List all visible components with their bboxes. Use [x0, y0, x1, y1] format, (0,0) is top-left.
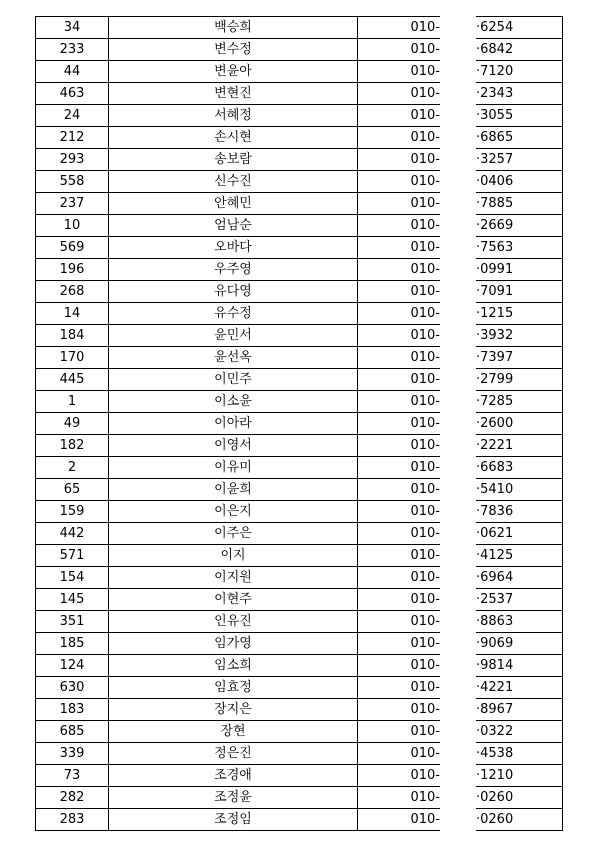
table-row [36, 303, 563, 325]
phone-prefix-cell: 010- [358, 127, 441, 149]
table-row [36, 523, 563, 545]
row-number-cell: 73 [36, 765, 109, 787]
redacted-phone-gap [440, 237, 476, 259]
table-row [36, 391, 563, 413]
phone-suffix-cell: ·2343 [476, 83, 563, 105]
table-row [36, 765, 563, 787]
redacted-phone-gap [440, 127, 476, 149]
phone-prefix-cell: 010- [358, 413, 441, 435]
name-cell: 이현주 [109, 589, 358, 611]
phone-suffix-cell: ·4538 [476, 743, 563, 765]
phone-prefix-cell: 010- [358, 523, 441, 545]
redacted-phone-gap [440, 545, 476, 567]
table-row [36, 743, 563, 765]
phone-prefix-cell: 010- [358, 743, 441, 765]
name-cell: 이지원 [109, 567, 358, 589]
phone-suffix-cell: ·2669 [476, 215, 563, 237]
phone-prefix-cell: 010- [358, 721, 441, 743]
table-row [36, 281, 563, 303]
name-cell: 우주영 [109, 259, 358, 281]
phone-prefix-cell: 010- [358, 303, 441, 325]
name-cell: 변수정 [109, 39, 358, 61]
phone-suffix-cell: ·0406 [476, 171, 563, 193]
name-cell: 장현 [109, 721, 358, 743]
redacted-phone-gap [440, 721, 476, 743]
phone-suffix-cell: ·7836 [476, 501, 563, 523]
phone-prefix-cell: 010- [358, 215, 441, 237]
name-cell: 안혜민 [109, 193, 358, 215]
table-row [36, 61, 563, 83]
name-cell: 신수진 [109, 171, 358, 193]
phone-prefix-cell: 010- [358, 325, 441, 347]
table-row [36, 369, 563, 391]
name-cell: 이영서 [109, 435, 358, 457]
name-cell: 임소희 [109, 655, 358, 677]
redacted-phone-gap [440, 17, 476, 39]
redacted-phone-gap [440, 281, 476, 303]
row-number-cell: 1 [36, 391, 109, 413]
row-number-cell: 159 [36, 501, 109, 523]
row-number-cell: 351 [36, 611, 109, 633]
phone-prefix-cell: 010- [358, 83, 441, 105]
phone-prefix-cell: 010- [358, 677, 441, 699]
phone-suffix-cell: ·4125 [476, 545, 563, 567]
phone-suffix-cell: ·0260 [476, 809, 563, 831]
row-number-cell: 2 [36, 457, 109, 479]
table-row [36, 457, 563, 479]
phone-suffix-cell: ·0322 [476, 721, 563, 743]
row-number-cell: 685 [36, 721, 109, 743]
phone-prefix-cell: 010- [358, 149, 441, 171]
row-number-cell: 571 [36, 545, 109, 567]
redacted-phone-gap [440, 765, 476, 787]
phone-suffix-cell: ·7285 [476, 391, 563, 413]
row-number-cell: 185 [36, 633, 109, 655]
phone-prefix-cell: 010- [358, 171, 441, 193]
table-row [36, 347, 563, 369]
phone-suffix-cell: ·2600 [476, 413, 563, 435]
row-number-cell: 233 [36, 39, 109, 61]
row-number-cell: 49 [36, 413, 109, 435]
phone-suffix-cell: ·8863 [476, 611, 563, 633]
table-row [36, 83, 563, 105]
phone-prefix-cell: 010- [358, 633, 441, 655]
phone-prefix-cell: 010- [358, 567, 441, 589]
name-cell: 이지 [109, 545, 358, 567]
name-cell: 유다영 [109, 281, 358, 303]
redacted-phone-gap [440, 105, 476, 127]
redacted-phone-gap [440, 39, 476, 61]
phone-suffix-cell: ·7120 [476, 61, 563, 83]
redacted-phone-gap [440, 347, 476, 369]
phone-suffix-cell: ·6842 [476, 39, 563, 61]
name-cell: 조정임 [109, 809, 358, 831]
row-number-cell: 34 [36, 17, 109, 39]
redacted-phone-gap [440, 325, 476, 347]
row-number-cell: 184 [36, 325, 109, 347]
table-row [36, 39, 563, 61]
phone-prefix-cell: 010- [358, 457, 441, 479]
name-cell: 송보람 [109, 149, 358, 171]
phone-suffix-cell: ·7885 [476, 193, 563, 215]
table-row [36, 127, 563, 149]
row-number-cell: 282 [36, 787, 109, 809]
name-cell: 변윤아 [109, 61, 358, 83]
row-number-cell: 170 [36, 347, 109, 369]
table-row [36, 699, 563, 721]
name-cell: 이은지 [109, 501, 358, 523]
row-number-cell: 182 [36, 435, 109, 457]
redacted-phone-gap [440, 369, 476, 391]
table-row [36, 809, 563, 831]
table-row [36, 655, 563, 677]
phone-prefix-cell: 010- [358, 61, 441, 83]
phone-suffix-cell: ·5410 [476, 479, 563, 501]
table-row [36, 237, 563, 259]
roster-body [36, 17, 563, 831]
row-number-cell: 445 [36, 369, 109, 391]
row-number-cell: 10 [36, 215, 109, 237]
name-cell: 이아라 [109, 413, 358, 435]
phone-suffix-cell: ·0621 [476, 523, 563, 545]
row-number-cell: 124 [36, 655, 109, 677]
redacted-phone-gap [440, 391, 476, 413]
row-number-cell: 558 [36, 171, 109, 193]
row-number-cell: 569 [36, 237, 109, 259]
name-cell: 엄남순 [109, 215, 358, 237]
phone-suffix-cell: ·9069 [476, 633, 563, 655]
redacted-phone-gap [440, 413, 476, 435]
name-cell: 장지은 [109, 699, 358, 721]
name-cell: 임가영 [109, 633, 358, 655]
phone-suffix-cell: ·7563 [476, 237, 563, 259]
redacted-phone-gap [440, 171, 476, 193]
redacted-phone-gap [440, 435, 476, 457]
redacted-phone-gap [440, 809, 476, 831]
phone-suffix-cell: ·7091 [476, 281, 563, 303]
name-cell: 유수정 [109, 303, 358, 325]
phone-prefix-cell: 010- [358, 435, 441, 457]
phone-prefix-cell: 010- [358, 193, 441, 215]
table-row [36, 589, 563, 611]
row-number-cell: 14 [36, 303, 109, 325]
table-row [36, 259, 563, 281]
phone-suffix-cell: ·6964 [476, 567, 563, 589]
row-number-cell: 283 [36, 809, 109, 831]
row-number-cell: 183 [36, 699, 109, 721]
phone-prefix-cell: 010- [358, 501, 441, 523]
phone-suffix-cell: ·0260 [476, 787, 563, 809]
name-cell: 인유진 [109, 611, 358, 633]
name-cell: 이민주 [109, 369, 358, 391]
phone-suffix-cell: ·3055 [476, 105, 563, 127]
phone-prefix-cell: 010- [358, 655, 441, 677]
redacted-phone-gap [440, 259, 476, 281]
phone-prefix-cell: 010- [358, 787, 441, 809]
phone-prefix-cell: 010- [358, 369, 441, 391]
phone-prefix-cell: 010- [358, 809, 441, 831]
table-row [36, 787, 563, 809]
name-cell: 이소윤 [109, 391, 358, 413]
table-row [36, 721, 563, 743]
name-cell: 임효정 [109, 677, 358, 699]
phone-suffix-cell: ·2799 [476, 369, 563, 391]
table-row [36, 215, 563, 237]
table-row [36, 171, 563, 193]
phone-prefix-cell: 010- [358, 17, 441, 39]
phone-prefix-cell: 010- [358, 347, 441, 369]
phone-suffix-cell: ·6683 [476, 457, 563, 479]
name-cell: 변현진 [109, 83, 358, 105]
row-number-cell: 630 [36, 677, 109, 699]
table-row [36, 501, 563, 523]
phone-suffix-cell: ·9814 [476, 655, 563, 677]
redacted-phone-gap [440, 501, 476, 523]
table-row [36, 677, 563, 699]
table-row [36, 435, 563, 457]
table-row [36, 413, 563, 435]
name-cell: 윤민서 [109, 325, 358, 347]
row-number-cell: 44 [36, 61, 109, 83]
redacted-phone-gap [440, 523, 476, 545]
table-row [36, 479, 563, 501]
roster-table [35, 16, 563, 831]
redacted-phone-gap [440, 479, 476, 501]
phone-suffix-cell: ·0991 [476, 259, 563, 281]
row-number-cell: 339 [36, 743, 109, 765]
table-row [36, 545, 563, 567]
phone-suffix-cell: ·3257 [476, 149, 563, 171]
phone-suffix-cell: ·4221 [476, 677, 563, 699]
phone-suffix-cell: ·7397 [476, 347, 563, 369]
phone-prefix-cell: 010- [358, 237, 441, 259]
redacted-phone-gap [440, 677, 476, 699]
phone-suffix-cell: ·1215 [476, 303, 563, 325]
name-cell: 백승희 [109, 17, 358, 39]
table-row [36, 567, 563, 589]
phone-prefix-cell: 010- [358, 391, 441, 413]
name-cell: 이유미 [109, 457, 358, 479]
phone-suffix-cell: ·1210 [476, 765, 563, 787]
redacted-phone-gap [440, 743, 476, 765]
table-row [36, 193, 563, 215]
row-number-cell: 268 [36, 281, 109, 303]
phone-prefix-cell: 010- [358, 611, 441, 633]
redacted-phone-gap [440, 611, 476, 633]
name-cell: 윤선옥 [109, 347, 358, 369]
phone-prefix-cell: 010- [358, 699, 441, 721]
phone-prefix-cell: 010- [358, 479, 441, 501]
row-number-cell: 212 [36, 127, 109, 149]
redacted-phone-gap [440, 83, 476, 105]
name-cell: 이주은 [109, 523, 358, 545]
phone-prefix-cell: 010- [358, 259, 441, 281]
redacted-phone-gap [440, 699, 476, 721]
redacted-phone-gap [440, 303, 476, 325]
table-row [36, 105, 563, 127]
row-number-cell: 154 [36, 567, 109, 589]
phone-prefix-cell: 010- [358, 589, 441, 611]
redacted-phone-gap [440, 215, 476, 237]
row-number-cell: 237 [36, 193, 109, 215]
row-number-cell: 196 [36, 259, 109, 281]
phone-suffix-cell: ·3932 [476, 325, 563, 347]
name-cell: 정은진 [109, 743, 358, 765]
redacted-phone-gap [440, 655, 476, 677]
table-row [36, 633, 563, 655]
phone-suffix-cell: ·6254 [476, 17, 563, 39]
row-number-cell: 293 [36, 149, 109, 171]
name-cell: 오바다 [109, 237, 358, 259]
phone-prefix-cell: 010- [358, 281, 441, 303]
name-cell: 조경애 [109, 765, 358, 787]
name-cell: 손시현 [109, 127, 358, 149]
table-row [36, 325, 563, 347]
name-cell: 이윤희 [109, 479, 358, 501]
redacted-phone-gap [440, 149, 476, 171]
redacted-phone-gap [440, 193, 476, 215]
row-number-cell: 463 [36, 83, 109, 105]
row-number-cell: 65 [36, 479, 109, 501]
name-cell: 서혜정 [109, 105, 358, 127]
row-number-cell: 442 [36, 523, 109, 545]
phone-prefix-cell: 010- [358, 545, 441, 567]
table-row [36, 17, 563, 39]
phone-suffix-cell: ·8967 [476, 699, 563, 721]
redacted-phone-gap [440, 457, 476, 479]
row-number-cell: 145 [36, 589, 109, 611]
table-row [36, 149, 563, 171]
table-row [36, 611, 563, 633]
phone-suffix-cell: ·2221 [476, 435, 563, 457]
phone-prefix-cell: 010- [358, 39, 441, 61]
redacted-phone-gap [440, 567, 476, 589]
phone-prefix-cell: 010- [358, 765, 441, 787]
redacted-phone-gap [440, 633, 476, 655]
phone-suffix-cell: ·2537 [476, 589, 563, 611]
phone-prefix-cell: 010- [358, 105, 441, 127]
redacted-phone-gap [440, 589, 476, 611]
row-number-cell: 24 [36, 105, 109, 127]
phone-suffix-cell: ·6865 [476, 127, 563, 149]
name-cell: 조정윤 [109, 787, 358, 809]
redacted-phone-gap [440, 61, 476, 83]
redacted-phone-gap [440, 787, 476, 809]
